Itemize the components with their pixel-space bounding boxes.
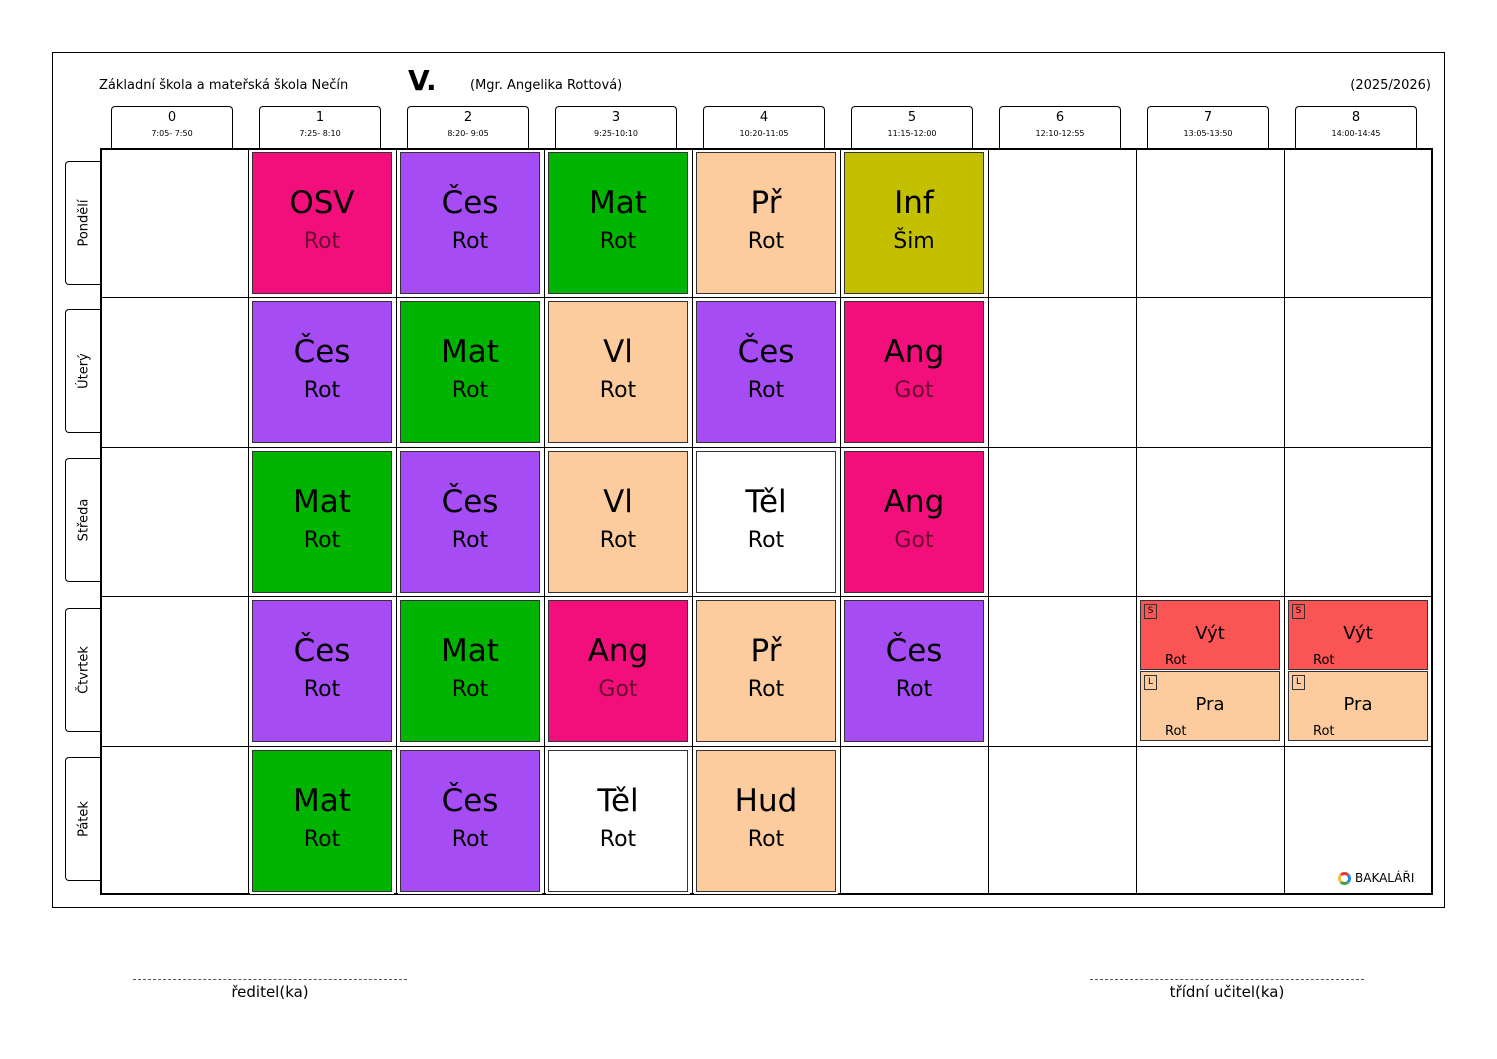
lesson-teacher: Rot <box>303 527 341 553</box>
period-time: 12:10-12:55 <box>1035 129 1085 138</box>
grid-column-divider <box>1136 148 1137 895</box>
lesson-subject: Vl <box>603 334 633 371</box>
day-label: Pátek <box>76 801 91 837</box>
lesson-cell[interactable] <box>400 750 540 892</box>
lesson-subject: Inf <box>894 185 934 221</box>
lesson-teacher: Rot <box>451 527 489 553</box>
lesson-subject: Ang <box>883 334 945 371</box>
lesson-cell[interactable] <box>252 301 392 443</box>
lesson-subject: Mat <box>441 633 499 670</box>
lesson-cell[interactable] <box>844 451 984 593</box>
lesson-subject: Pra <box>1195 694 1225 716</box>
class-teacher: (Mgr. Angelika Rottová) <box>470 78 623 93</box>
group-tag: L <box>1292 675 1305 690</box>
day-label: Úterý <box>76 353 91 389</box>
lesson-cell[interactable] <box>252 152 392 294</box>
lesson-subject: OSV <box>289 185 355 221</box>
period-header <box>1147 106 1269 148</box>
lesson-cell[interactable] <box>400 301 540 443</box>
lesson-teacher: Rot <box>303 677 341 703</box>
group-lesson-bottom[interactable] <box>1140 671 1280 741</box>
lesson-subject: Čes <box>885 633 943 670</box>
lesson-subject: Př <box>750 185 782 221</box>
lesson-teacher: Šim <box>893 229 935 254</box>
lesson-subject: Mat <box>293 483 351 520</box>
period-header <box>407 106 529 148</box>
lesson-teacher: Rot <box>451 826 489 852</box>
lesson-teacher: Rot <box>747 677 785 703</box>
lesson-cell[interactable] <box>844 600 984 742</box>
lesson-cell[interactable] <box>400 152 540 294</box>
period-number: 6 <box>1055 110 1065 125</box>
grid-row-divider <box>100 447 1433 448</box>
lesson-cell[interactable] <box>548 600 688 742</box>
lesson-cell[interactable] <box>252 600 392 742</box>
day-label: Středa <box>76 498 91 542</box>
lesson-teacher: Rot <box>599 527 637 553</box>
day-header <box>65 161 101 285</box>
lesson-teacher: Got <box>894 378 934 404</box>
lesson-cell[interactable] <box>548 451 688 593</box>
day-header <box>65 608 101 732</box>
lesson-cell[interactable] <box>696 152 836 294</box>
lesson-cell[interactable] <box>548 750 688 892</box>
lesson-cell[interactable] <box>844 152 984 294</box>
group-lesson-top[interactable] <box>1140 600 1280 670</box>
lesson-teacher: Rot <box>303 378 341 404</box>
lesson-cell[interactable] <box>252 451 392 593</box>
class-name: V. <box>408 64 437 97</box>
day-header <box>65 458 101 582</box>
period-number: 3 <box>611 110 621 125</box>
lesson-subject: Čes <box>293 633 351 670</box>
period-number: 7 <box>1203 110 1213 125</box>
lesson-cell[interactable] <box>400 600 540 742</box>
period-header <box>851 106 973 148</box>
lesson-teacher: Rot <box>895 677 933 703</box>
lesson-subject: Pra <box>1343 694 1373 716</box>
day-label: Čtvrtek <box>76 646 91 694</box>
lesson-subject: Mat <box>441 334 499 371</box>
lesson-subject: Př <box>750 633 782 670</box>
lesson-cell[interactable] <box>400 451 540 593</box>
period-number: 5 <box>907 110 917 125</box>
group-lesson-bottom[interactable] <box>1288 671 1428 741</box>
lesson-teacher: Rot <box>599 826 637 852</box>
lesson-subject: Čes <box>293 334 351 371</box>
logo-text: BAKALÁŘI <box>1355 871 1415 885</box>
period-header <box>999 106 1121 148</box>
period-header <box>555 106 677 148</box>
day-header <box>65 309 101 433</box>
lesson-teacher: Rot <box>599 229 637 254</box>
lesson-teacher: Got <box>894 527 934 553</box>
period-header <box>259 106 381 148</box>
lesson-subject: Čes <box>441 185 499 221</box>
grid-column-divider <box>396 148 397 895</box>
period-time: 14:00-14:45 <box>1331 129 1381 138</box>
group-lesson-top[interactable] <box>1288 600 1428 670</box>
period-number: 0 <box>167 110 177 125</box>
school-year: (2025/2026) <box>1350 78 1431 93</box>
lesson-teacher: Got <box>598 677 638 703</box>
grid-column-divider <box>692 148 693 895</box>
period-time: 13:05-13:50 <box>1183 129 1233 138</box>
lesson-cell[interactable] <box>696 301 836 443</box>
period-number: 8 <box>1351 110 1361 125</box>
period-time: 7:25- 8:10 <box>299 129 341 138</box>
grid-column-divider <box>544 148 545 895</box>
lesson-subject: Mat <box>589 185 647 221</box>
period-time: 7:05- 7:50 <box>151 129 193 138</box>
grid-column-divider <box>988 148 989 895</box>
lesson-teacher: Rot <box>1165 724 1187 740</box>
lesson-teacher: Rot <box>747 378 785 404</box>
school-name: Základní škola a mateřská škola Nečín <box>99 78 349 93</box>
grid-column-divider <box>248 148 249 895</box>
lesson-cell[interactable] <box>548 152 688 294</box>
lesson-subject: Čes <box>441 782 499 819</box>
lesson-teacher: Rot <box>1313 724 1335 740</box>
lesson-subject: Výt <box>1195 623 1225 645</box>
signature-director: ředitel(ka) <box>133 979 407 1001</box>
period-number: 2 <box>463 110 473 125</box>
lesson-subject: Těl <box>597 782 639 819</box>
day-header <box>65 757 101 881</box>
lesson-cell[interactable] <box>548 301 688 443</box>
lesson-subject: Mat <box>293 782 351 819</box>
lesson-teacher: Rot <box>747 527 785 553</box>
signature-class-teacher: třídní učitel(ka) <box>1090 979 1364 1001</box>
period-number: 1 <box>315 110 325 125</box>
group-tag: S <box>1292 604 1305 619</box>
group-tag: L <box>1144 675 1157 690</box>
grid-row-divider <box>100 746 1433 747</box>
bakalari-logo-icon <box>1338 872 1351 885</box>
period-time: 9:25-10:10 <box>594 129 638 138</box>
lesson-cell[interactable] <box>696 600 836 742</box>
period-header <box>703 106 825 148</box>
lesson-teacher: Rot <box>303 229 341 254</box>
lesson-cell[interactable] <box>844 301 984 443</box>
period-header <box>1295 106 1417 148</box>
lesson-teacher: Rot <box>599 378 637 404</box>
lesson-teacher: Rot <box>451 677 489 703</box>
grid-column-divider <box>1284 148 1285 895</box>
lesson-teacher: Rot <box>747 229 785 254</box>
period-header <box>111 106 233 148</box>
period-number: 4 <box>759 110 769 125</box>
bakalari-logo <box>1338 871 1414 885</box>
lesson-cell[interactable] <box>696 750 836 892</box>
grid-row-divider <box>100 297 1433 298</box>
grid-column-divider <box>840 148 841 895</box>
period-time: 11:15-12:00 <box>887 129 937 138</box>
group-tag: S <box>1144 604 1157 619</box>
lesson-teacher: Rot <box>747 826 785 852</box>
lesson-subject: Vl <box>603 483 633 520</box>
day-label: Pondělí <box>76 199 91 247</box>
lesson-teacher: Rot <box>1313 653 1335 669</box>
lesson-subject: Ang <box>883 483 945 520</box>
lesson-teacher: Rot <box>303 826 341 852</box>
lesson-subject: Těl <box>745 483 787 520</box>
period-time: 8:20- 9:05 <box>447 129 489 138</box>
lesson-subject: Čes <box>441 483 499 520</box>
lesson-subject: Čes <box>737 334 795 371</box>
lesson-teacher: Rot <box>451 229 489 254</box>
lesson-subject: Ang <box>587 633 649 670</box>
lesson-teacher: Rot <box>1165 653 1187 669</box>
lesson-teacher: Rot <box>451 378 489 404</box>
lesson-cell[interactable] <box>252 750 392 892</box>
period-time: 10:20-11:05 <box>739 129 789 138</box>
lesson-subject: Výt <box>1343 623 1373 645</box>
grid-row-divider <box>100 596 1433 597</box>
lesson-subject: Hud <box>734 782 798 819</box>
lesson-cell[interactable] <box>696 451 836 593</box>
